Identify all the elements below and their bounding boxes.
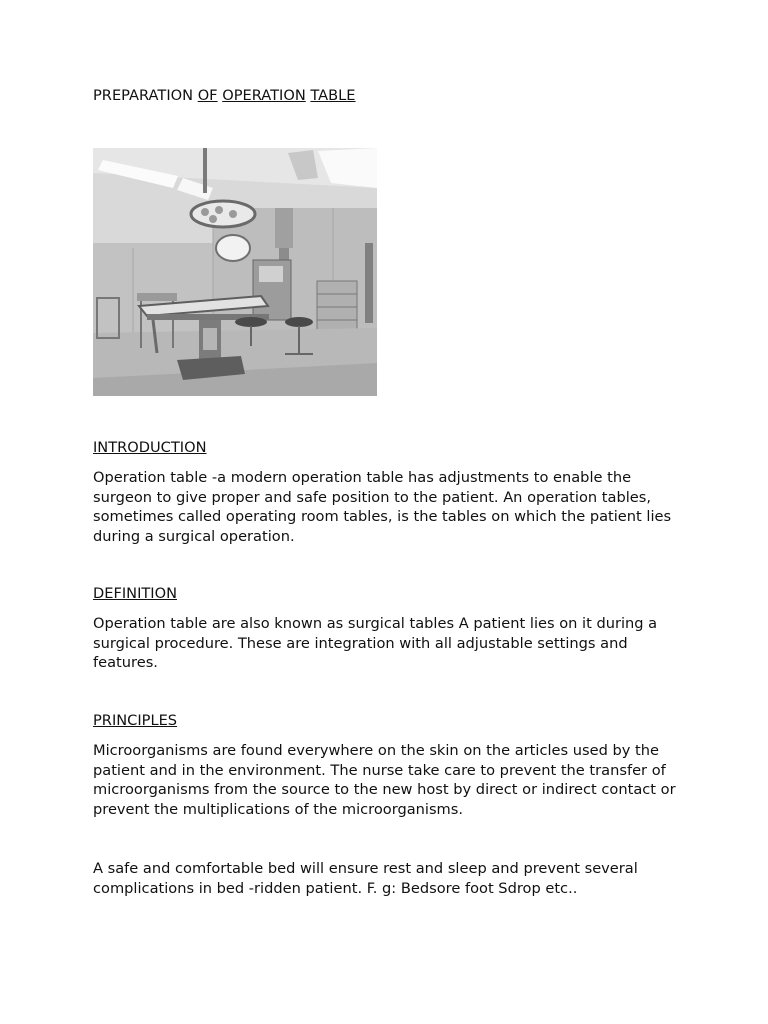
title-word-table: TABLE: [310, 87, 356, 104]
operating-room-photo-icon: [93, 148, 377, 396]
paragraph-definition: Operation table are also known as surgical tables A patient lies on it during a surgical procedure. These are integration with all adjustable settings and features.: [93, 615, 658, 671]
paragraph-principles-2: A safe and comfortable bed will ensure rest and sleep and prevent several complications in bed -ridden patient. F. g: Bedsore foot Sdrop etc..: [93, 860, 638, 897]
section-heading-introduction: INTRODUCTION: [93, 439, 207, 456]
title-word-preparation: PREPARATION: [93, 87, 194, 104]
title-word-of: OF: [197, 87, 218, 104]
document-title: [93, 87, 356, 105]
paragraph-introduction: Operation table -a modern operation table has adjustments to enable the surgeon to give proper and safe position to the patient. An operation tables, sometimes called operating room tables, is the tables on which the patient lies during a surgical operation.: [93, 469, 672, 545]
section-heading-principles: PRINCIPLES: [93, 712, 178, 729]
operating-room-photo: [93, 148, 377, 396]
title-word-operation: OPERATION: [222, 87, 306, 104]
paragraph-principles-1: Microorganisms are found everywhere on the skin on the articles used by the patient and in the environment. The nurse take care to prevent the transfer of microorganisms from the source to the new host by direct or indirect contact or prevent the multiplications of the microorganisms.: [93, 742, 676, 818]
section-heading-definition: DEFINITION: [93, 585, 177, 602]
